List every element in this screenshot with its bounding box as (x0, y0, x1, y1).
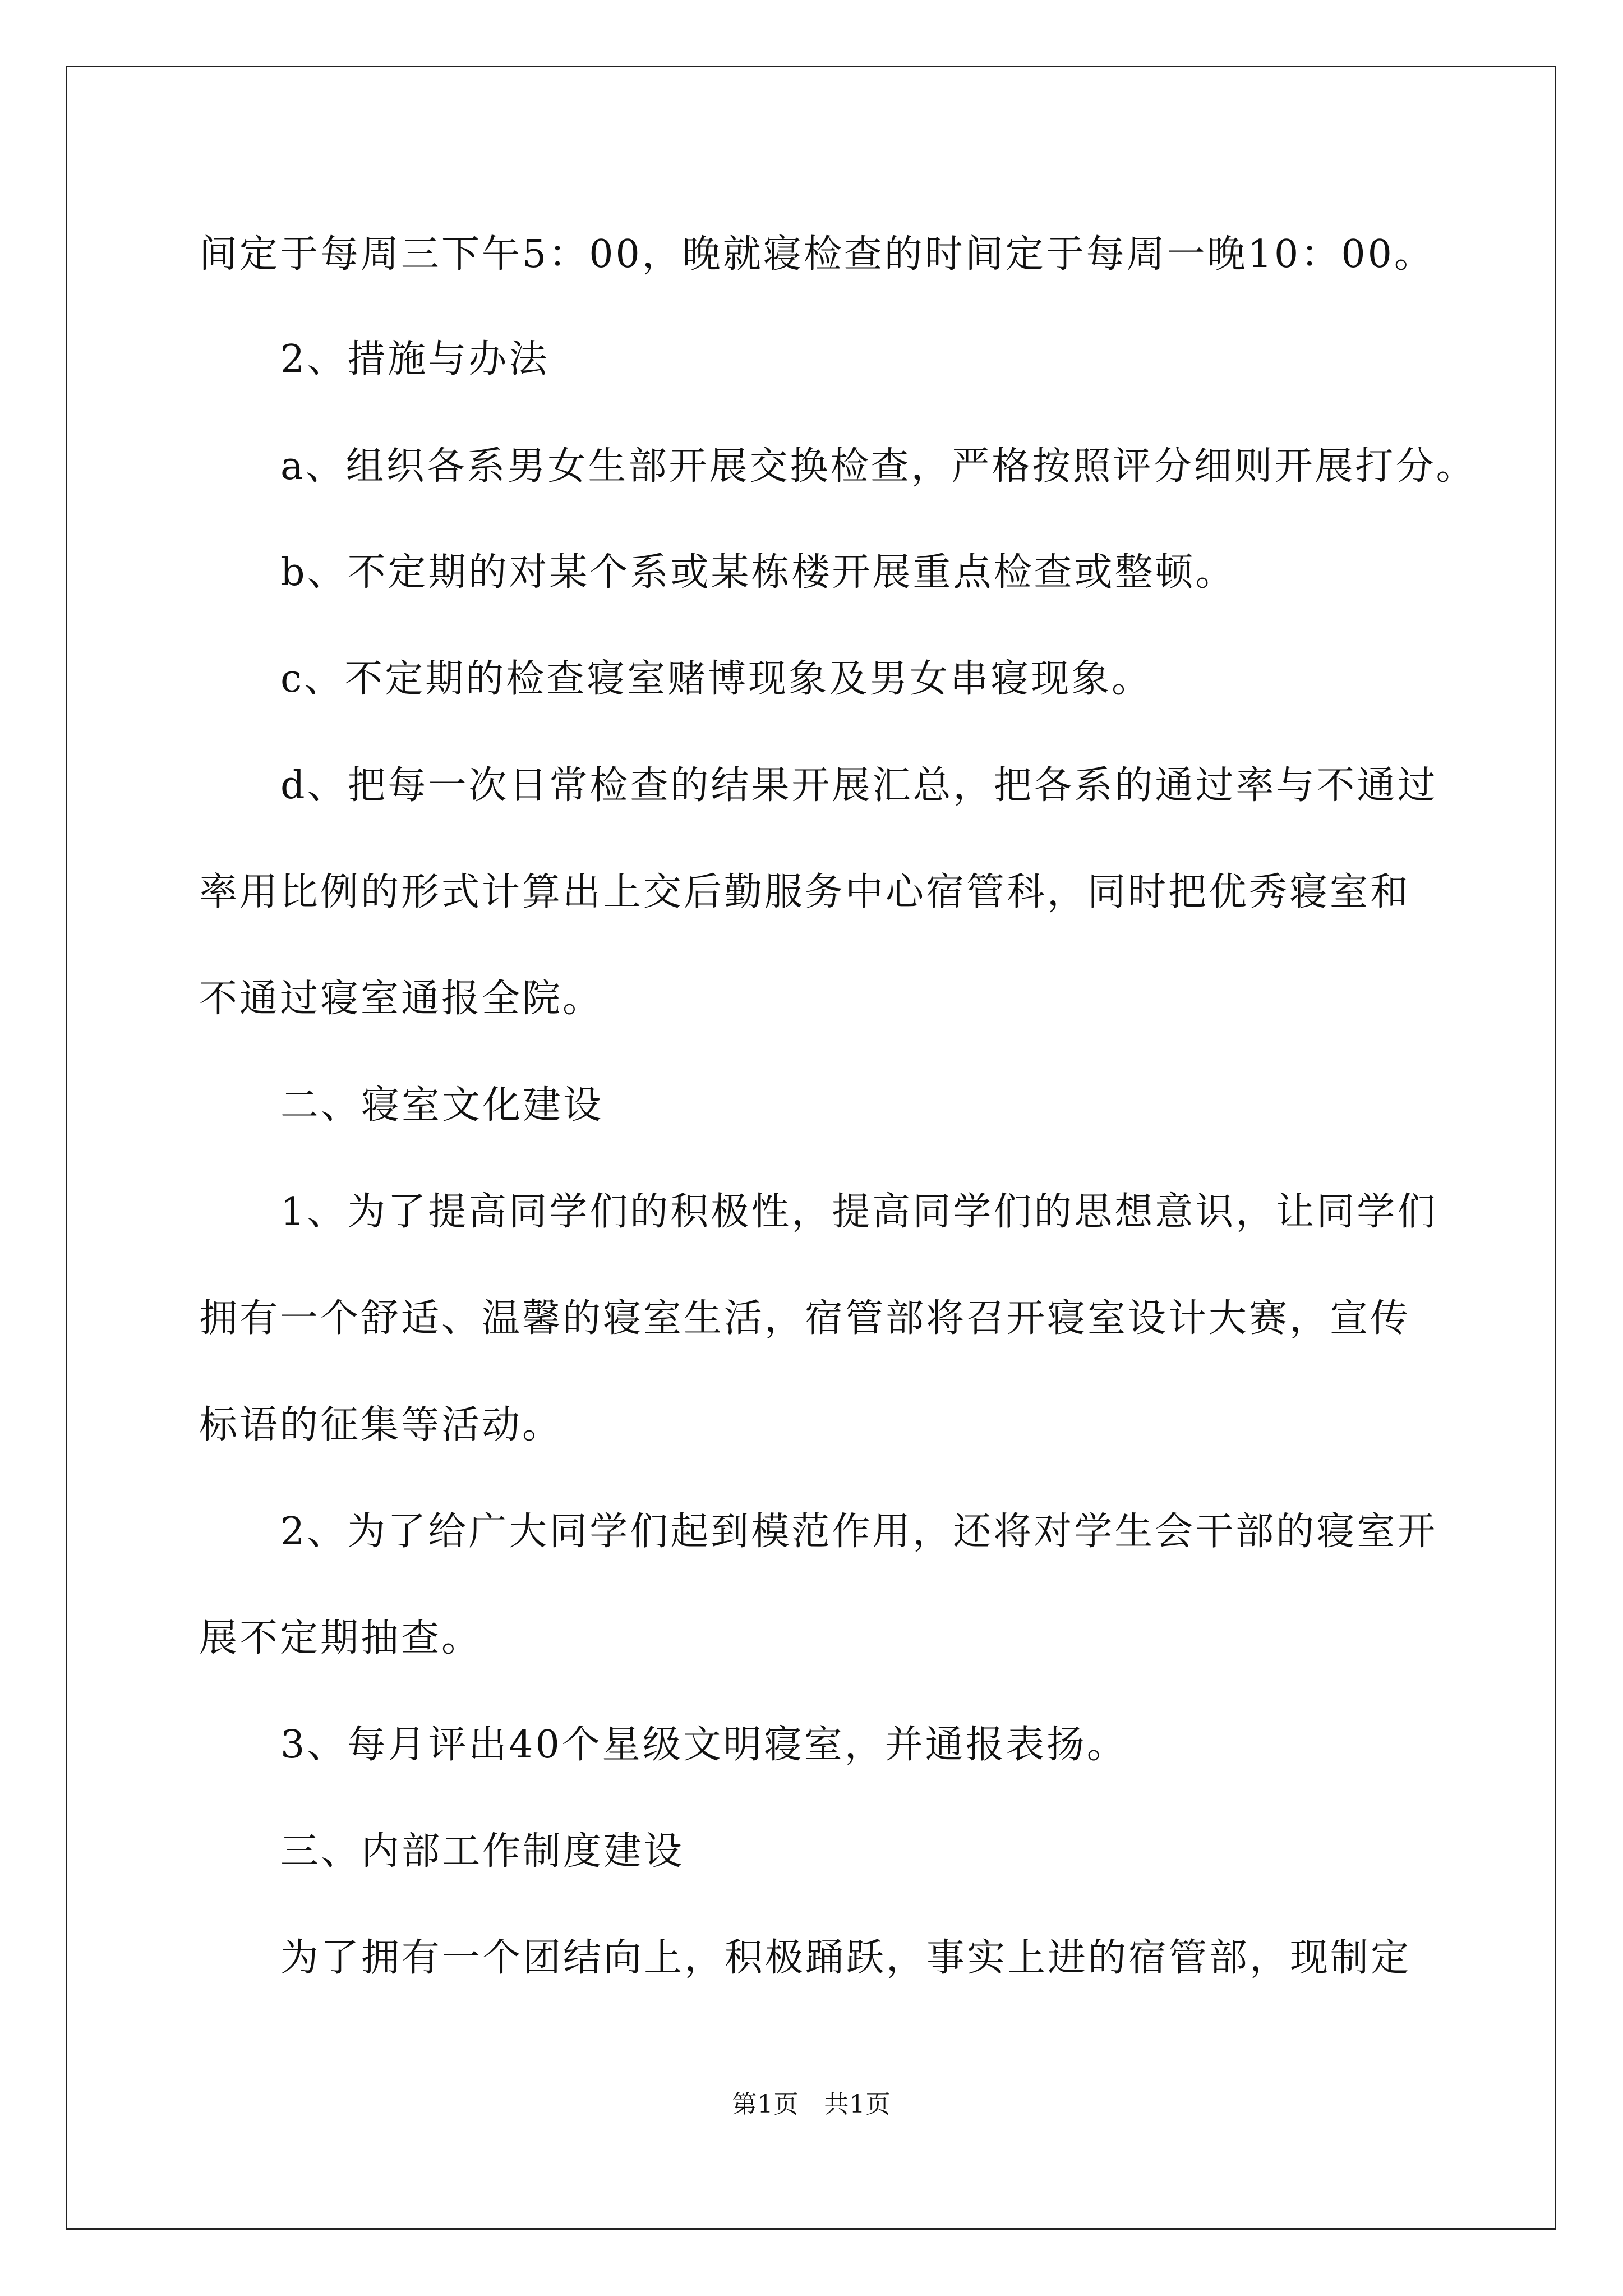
text-line: 为了拥有一个团结向上，积极踊跃，事实上进的宿管部，现制定 (280, 1936, 1412, 1980)
text-line: 2、为了给广大同学们起到模范作用，还将对学生会干部的寝室开 (280, 1510, 1438, 1554)
section-heading: 三、内部工作制度建设 (280, 1829, 685, 1874)
text-line: 1、为了提高同学们的积极性，提高同学们的思想意识，让同学们 (280, 1190, 1438, 1234)
page-border (66, 66, 1556, 2230)
text-line: 2、措施与办法 (280, 337, 550, 381)
page-footer: 第1页 共1页 (732, 2090, 891, 2119)
text-line: 拥有一个舒适、温馨的寝室生活，宿管部将召开寝室设计大赛，宣传 (199, 1296, 1411, 1341)
text-line: d、把每一次日常检查的结果开展汇总，把各系的通过率与不通过 (280, 763, 1438, 808)
text-line: 不通过寝室通报全院。 (199, 977, 603, 1021)
text-line: 间定于每周三下午5：00，晚就寝检查的时间定于每周一晚10：00。 (199, 232, 1435, 277)
section-heading: 二、寝室文化建设 (280, 1083, 604, 1128)
text-line: a、组织各系男女生部开展交换检查，严格按照评分细则开展打分。 (280, 444, 1477, 489)
text-line: c、不定期的检查寝室赌博现象及男女串寝现象。 (280, 657, 1152, 701)
text-line: 率用比例的形式计算出上交后勤服务中心宿管科，同时把优秀寝室和 (199, 870, 1411, 914)
text-line: 展不定期抽查。 (199, 1616, 482, 1660)
text-line: 3、每月评出40个星级文明寝室，并通报表扬。 (280, 1723, 1127, 1767)
text-line: b、不定期的对某个系或某栋楼开展重点检查或整顿。 (280, 550, 1236, 595)
text-line: 标语的征集等活动。 (199, 1403, 563, 1447)
